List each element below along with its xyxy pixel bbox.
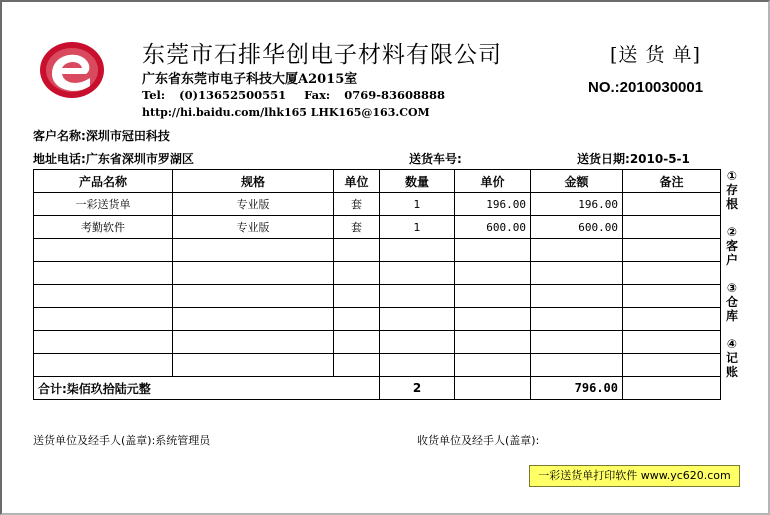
copy-char: 户: [725, 253, 738, 267]
cell-spec: [173, 331, 334, 354]
cell-price: [455, 239, 531, 262]
copy-char: 客: [725, 239, 738, 253]
cell-spec: 专业版: [173, 193, 334, 216]
header-price: 单价: [455, 170, 531, 193]
copy-stub: [723, 169, 741, 211]
cell-quantity: 1: [380, 193, 455, 216]
table-row: [34, 262, 721, 285]
vehicle-number: [409, 150, 462, 167]
cell-spec: [173, 262, 334, 285]
cell-price: [455, 354, 531, 377]
cell-quantity: [380, 354, 455, 377]
customer-name-value: 深圳市冠田科技: [85, 129, 170, 143]
cell-price: 196.00: [455, 193, 531, 216]
cell-remark: [623, 262, 721, 285]
cell-quantity: [380, 308, 455, 331]
document-number: NO.:2010030001: [588, 79, 704, 96]
customer-address-label: 地址电话:: [33, 152, 86, 166]
table-row: [34, 331, 721, 354]
table-row: [34, 308, 721, 331]
company-logo: [38, 40, 106, 100]
copy-char: 存: [725, 183, 738, 197]
copy-char: 账: [725, 365, 738, 379]
cell-spec: [173, 285, 334, 308]
cell-remark: [623, 331, 721, 354]
copy-char: 记: [725, 351, 738, 365]
cell-remark: [623, 216, 721, 239]
copy-char: 库: [725, 309, 738, 323]
cell-amount: 196.00: [531, 193, 623, 216]
cell-remark: [623, 354, 721, 377]
cell-unit: [334, 308, 380, 331]
cell-remark: [623, 239, 721, 262]
copy-number: ④: [726, 337, 738, 351]
customer-name: [33, 127, 170, 144]
cell-unit: [334, 331, 380, 354]
cell-quantity: [380, 262, 455, 285]
copy-char: 仓: [725, 295, 738, 309]
cell-price: [455, 308, 531, 331]
cell-price: [455, 262, 531, 285]
cell-quantity: [380, 239, 455, 262]
date-value: 2010-5-1: [629, 152, 690, 166]
total-amount: 796.00: [531, 377, 623, 400]
cell-unit: [334, 285, 380, 308]
cell-amount: [531, 285, 623, 308]
cell-price: [455, 285, 531, 308]
copy-number: ③: [726, 281, 738, 295]
cell-quantity: [380, 331, 455, 354]
tel-label: Tel:: [142, 88, 166, 102]
fax-label: Fax:: [304, 88, 331, 102]
date-label: 送货日期:: [577, 152, 630, 166]
cell-product: [34, 262, 173, 285]
cell-amount: [531, 331, 623, 354]
header-product: 产品名称: [34, 170, 173, 193]
cell-remark: [623, 193, 721, 216]
total-label: 合计:柒佰玖拾陆元整: [34, 377, 380, 400]
total-quantity: 2: [380, 377, 455, 400]
header-remark: 备注: [623, 170, 721, 193]
cell-product: [34, 331, 173, 354]
customer-address: [33, 150, 194, 167]
cell-unit: 套: [334, 193, 380, 216]
customer-name-label: 客户名称:: [33, 129, 86, 143]
copy-char: 根: [725, 197, 738, 211]
copy-warehouse: [723, 281, 741, 323]
cell-spec: [173, 354, 334, 377]
cell-quantity: 1: [380, 216, 455, 239]
copy-labels: [723, 169, 741, 393]
header-unit: 单位: [334, 170, 380, 193]
cell-remark: [623, 285, 721, 308]
cell-product: [34, 285, 173, 308]
cell-quantity: [380, 285, 455, 308]
cell-product: 考勤软件: [34, 216, 173, 239]
cell-product: 一彩送货单: [34, 193, 173, 216]
company-contact: [142, 88, 459, 102]
header-amount: 金额: [531, 170, 623, 193]
cell-product: [34, 308, 173, 331]
receiver-signature: 收货单位及经手人(盖章):: [417, 434, 540, 447]
cell-spec: [173, 308, 334, 331]
total-empty-price: [455, 377, 531, 400]
cell-unit: [334, 262, 380, 285]
table-row: [34, 216, 721, 239]
company-name: 东莞市石排华创电子材料有限公司: [142, 42, 502, 68]
company-address: 广东省东莞市电子科技大厦A2015室: [142, 72, 358, 87]
header-spec: 规格: [173, 170, 334, 193]
cell-remark: [623, 308, 721, 331]
copy-customer: [723, 225, 741, 267]
copy-accounting: [723, 337, 741, 379]
tel-value: (0)13652500551: [179, 88, 287, 102]
customer-address-value: 广东省深圳市罗湖区: [85, 152, 194, 166]
table-header-row: [34, 170, 721, 193]
cell-amount: [531, 239, 623, 262]
copy-number: ②: [726, 225, 738, 239]
header-quantity: 数量: [380, 170, 455, 193]
cell-price: [455, 331, 531, 354]
sender-signature: 送货单位及经手人(盖章):系统管理员: [33, 434, 211, 447]
total-row: [34, 377, 721, 400]
cell-price: 600.00: [455, 216, 531, 239]
cell-spec: 专业版: [173, 216, 334, 239]
cell-spec: [173, 239, 334, 262]
document-title: [送 货 单]: [610, 44, 701, 66]
cell-product: [34, 354, 173, 377]
logo-e-icon: [38, 40, 106, 100]
fax-value: 0769-83608888: [344, 88, 445, 102]
cell-amount: 600.00: [531, 216, 623, 239]
items-table: [33, 169, 721, 400]
cell-amount: [531, 308, 623, 331]
cell-product: [34, 239, 173, 262]
cell-unit: [334, 354, 380, 377]
delivery-date: [577, 150, 690, 167]
company-web: http://hi.baidu.com/lhk165 LHK165@163.COM: [142, 106, 430, 119]
cell-amount: [531, 354, 623, 377]
total-empty-remark: [623, 377, 721, 400]
table-row: [34, 354, 721, 377]
table-row: [34, 239, 721, 262]
table-row: [34, 193, 721, 216]
software-badge-link[interactable]: 一彩送货单打印软件 www.yc620.com: [529, 465, 740, 487]
table-row: [34, 285, 721, 308]
cell-unit: 套: [334, 216, 380, 239]
vehicle-label: 送货车号:: [409, 152, 462, 166]
cell-amount: [531, 262, 623, 285]
copy-number: ①: [726, 169, 738, 183]
cell-unit: [334, 239, 380, 262]
